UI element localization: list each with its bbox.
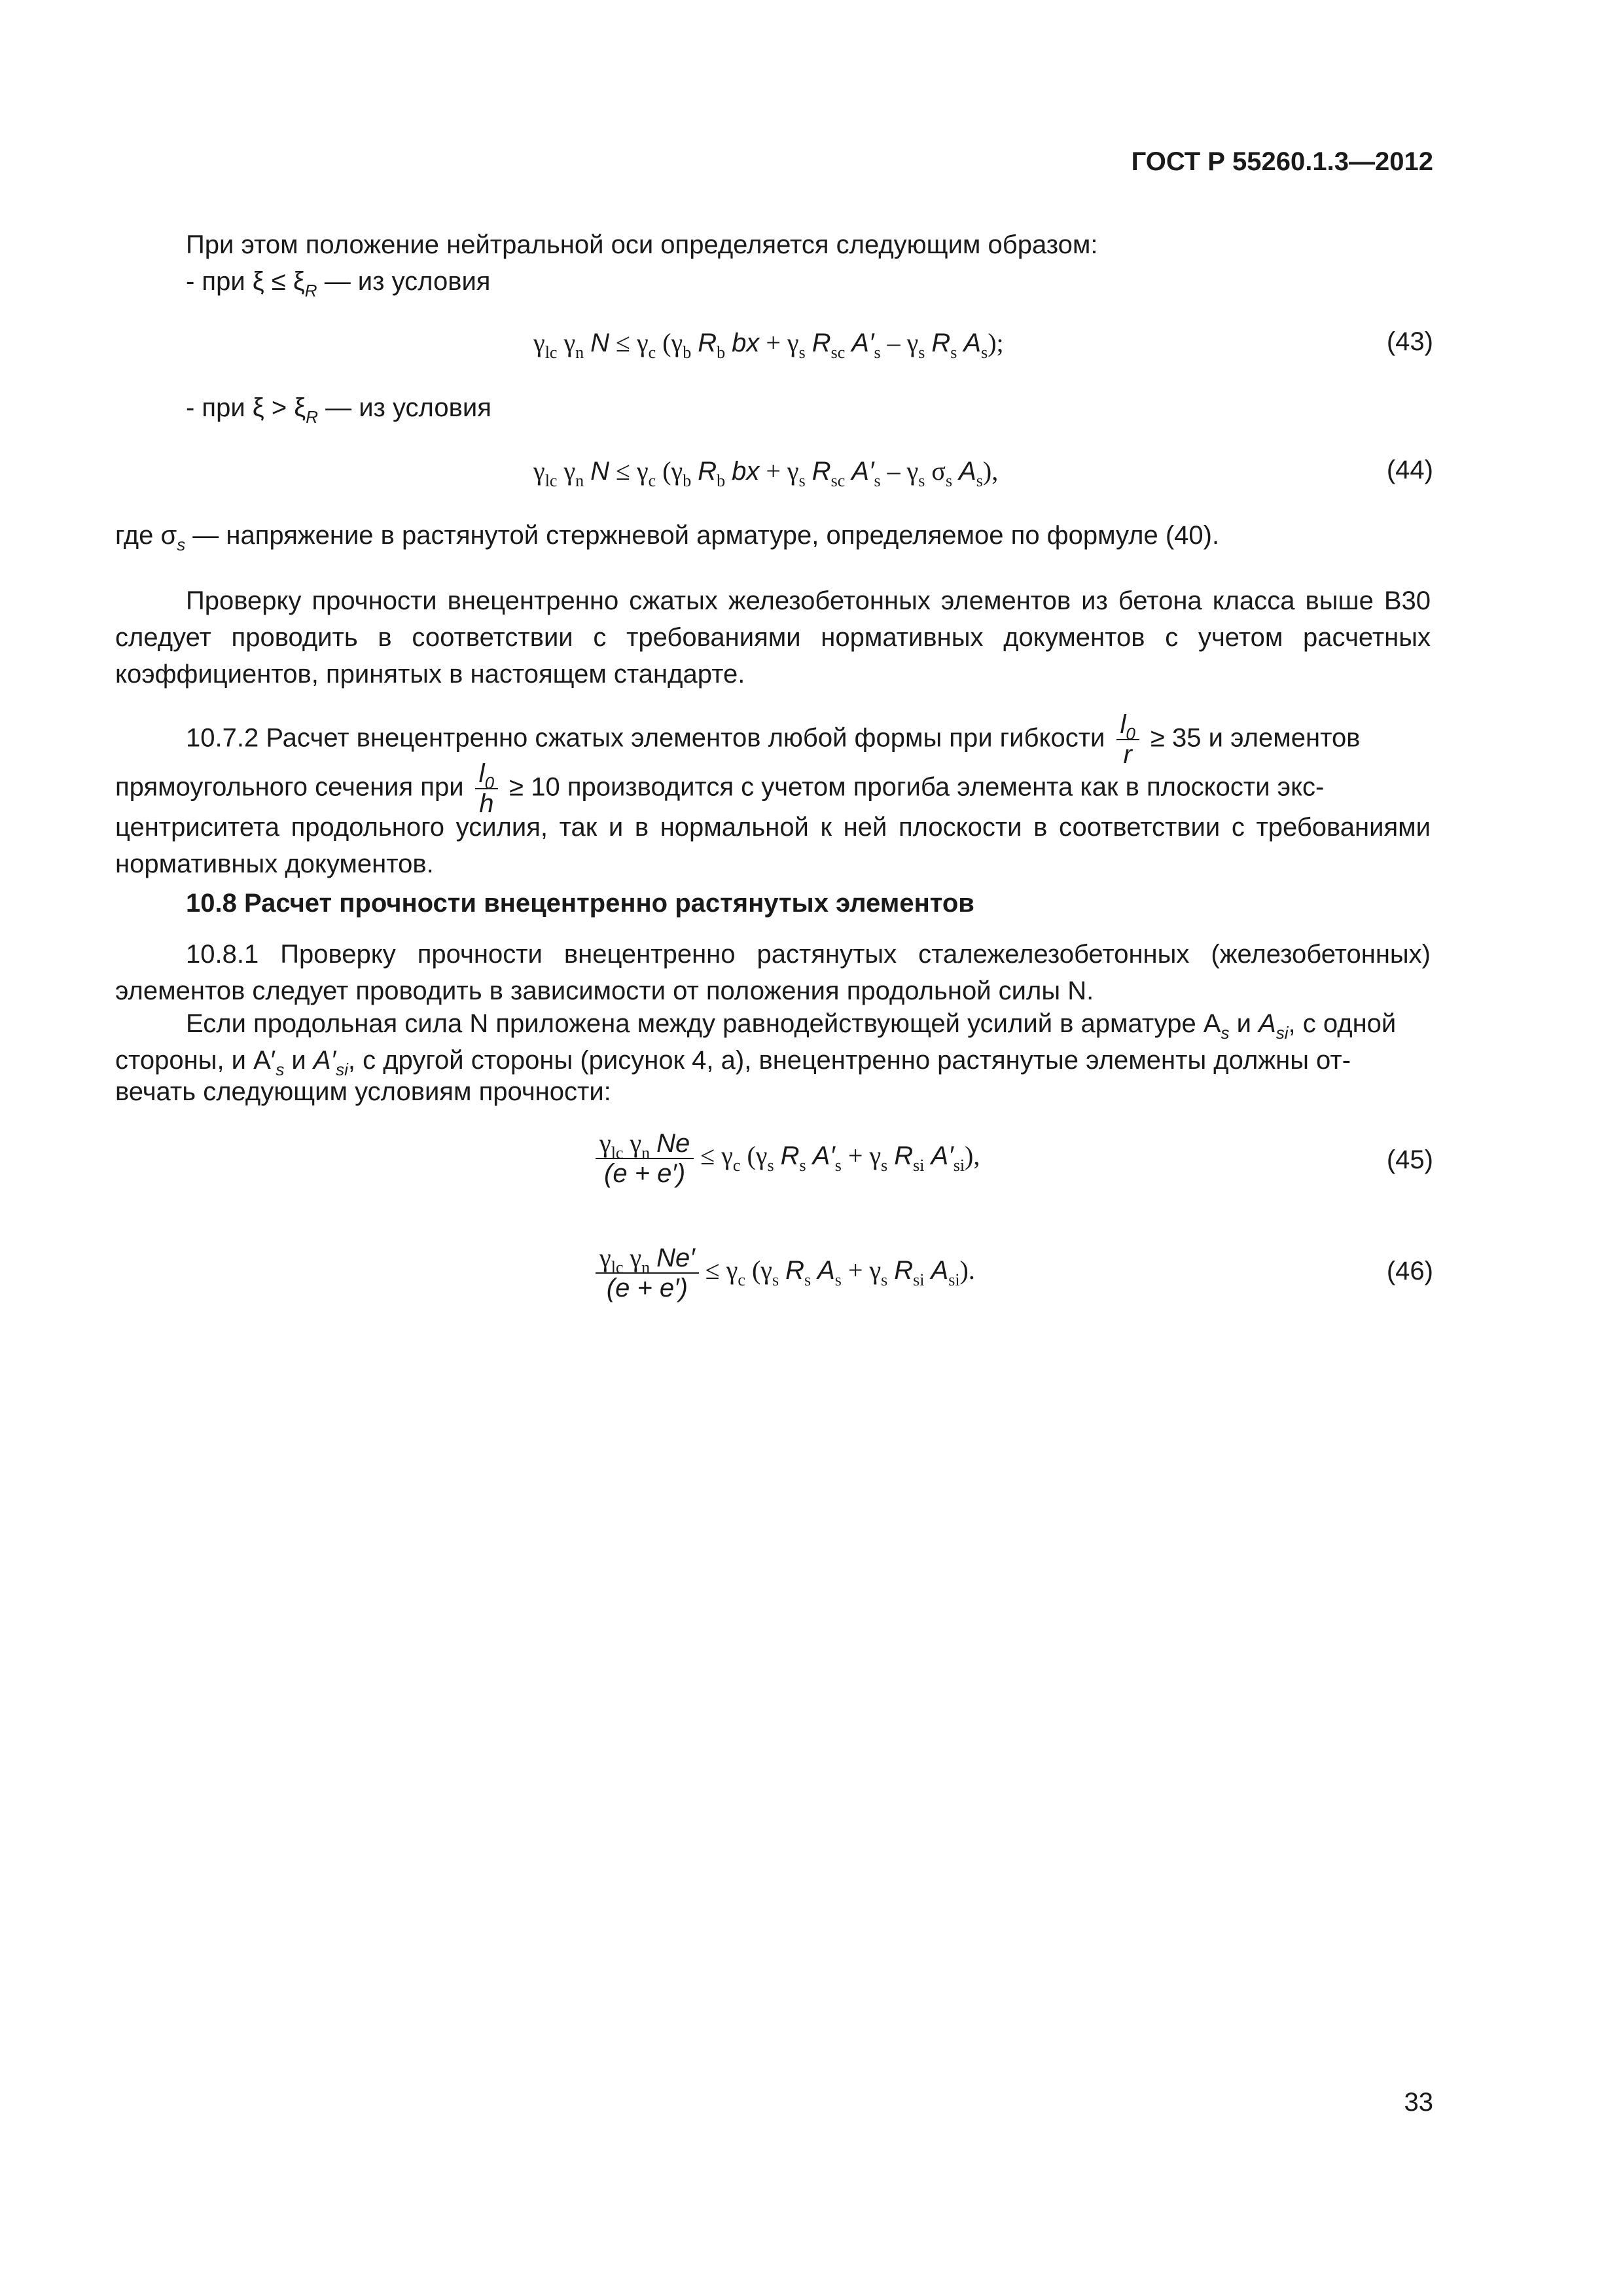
p-force-line3: вечать следующим условиям прочности: (115, 1077, 611, 1106)
p-10-7-2-line1: 10.7.2 Расчет внецентренно сжатых элементов любой формы при гибкости $\frac{l_0}{r}$ ≥ 35 и элементов (186, 710, 1361, 769)
equation-44-number: (44) (1386, 456, 1433, 484)
case-2-label: - при $\xi > \xi_R$ — из условия (186, 393, 491, 427)
equation-44: $\gamma_{lc}$ $\gamma_n$ $N \le \gamma_c$ ($\gamma_b$ $R_b$ bx + $\gamma_s$ $R_{sc}$ $A'_s - \gamma_s$ $\sigma_s$ $A_s$), (533, 456, 999, 490)
document-id: ГОСТ Р 55260.1.3—2012 (1131, 147, 1433, 176)
equation-46: $\frac{\gamma_{lc} \gamma_n Ne'}{(e + e')}$ ≤ $\gamma_c$ ($\gamma_s$ $R_s$ $A_s + \gamma_s$ $R_{si}$ $A_{si}$). (596, 1244, 975, 1302)
equation-45: $\frac{\gamma_{lc} \gamma_n Ne}{(e + e')}$ ≤ $\gamma_c$ ($\gamma_s$ $R_s$ $A'_s + \gamma_s$ $R_{si}$ $A'_{si}$), (596, 1129, 980, 1188)
p-10-8-1: 10.8.1 Проверку прочности внецентренно растянутых сталежелезобетонных (железобетонных) элементов следует проводить в зависимости от положения продольной силы N. (115, 940, 1431, 1005)
equation-46-number: (46) (1386, 1257, 1433, 1285)
case-1-label: - при $\xi \le \xi_R$ — из условия (186, 267, 491, 300)
intro-text: При этом положение нейтральной оси определяется следующим образом: (186, 230, 1098, 259)
paragraph-check: Проверку прочности внецентренно сжатых железобетонных элементов из бетона класса выше В30 следует проводить в соответствии с требованиями нормативных документов с учетом расчетных коэффициентов, принятых в настоящем стандарте. (115, 586, 1431, 689)
sigma-definition: где $\sigma_s$ — напряжение в растянутой стержневой арматуре, определяемое по формуле (40). (115, 521, 1220, 554)
page-number: 33 (1404, 2088, 1433, 2117)
p-10-7-2-line2: прямоугольного сечения при $\frac{l_0}{h}$ ≥ 10 производится с учетом прогиба элемента как в плоскости экс- (115, 759, 1325, 818)
p-force-line2: стороны, и $A'_s$ и $A'_{si}$, с другой стороны (рисунок 4, а), внецентренно растянутые элементы должны от- (115, 1046, 1351, 1079)
p-force-line1: Если продольная сила N приложена между равнодействующей усилий в арматуре $A_s$ и $A_{si}$, с одной (186, 1009, 1397, 1043)
equation-45-number: (45) (1386, 1145, 1433, 1174)
equation-43-number: (43) (1386, 327, 1433, 356)
p-10-7-2-rest: центриситета продольного усилия, так и в нормальной к ней плоскости в соответствии с требованиями нормативных документов. (115, 813, 1431, 878)
section-title: 10.8 Расчет прочности внецентренно растянутых элементов (186, 889, 974, 918)
equation-43: $\gamma_{lc}$ $\gamma_n$ $N \le \gamma_c$ ($\gamma_b$ $R_b$ bx + $\gamma_s$ $R_{sc}$ $A'_s - \gamma_s$ $R_s$ $A_s$); (533, 328, 1004, 362)
